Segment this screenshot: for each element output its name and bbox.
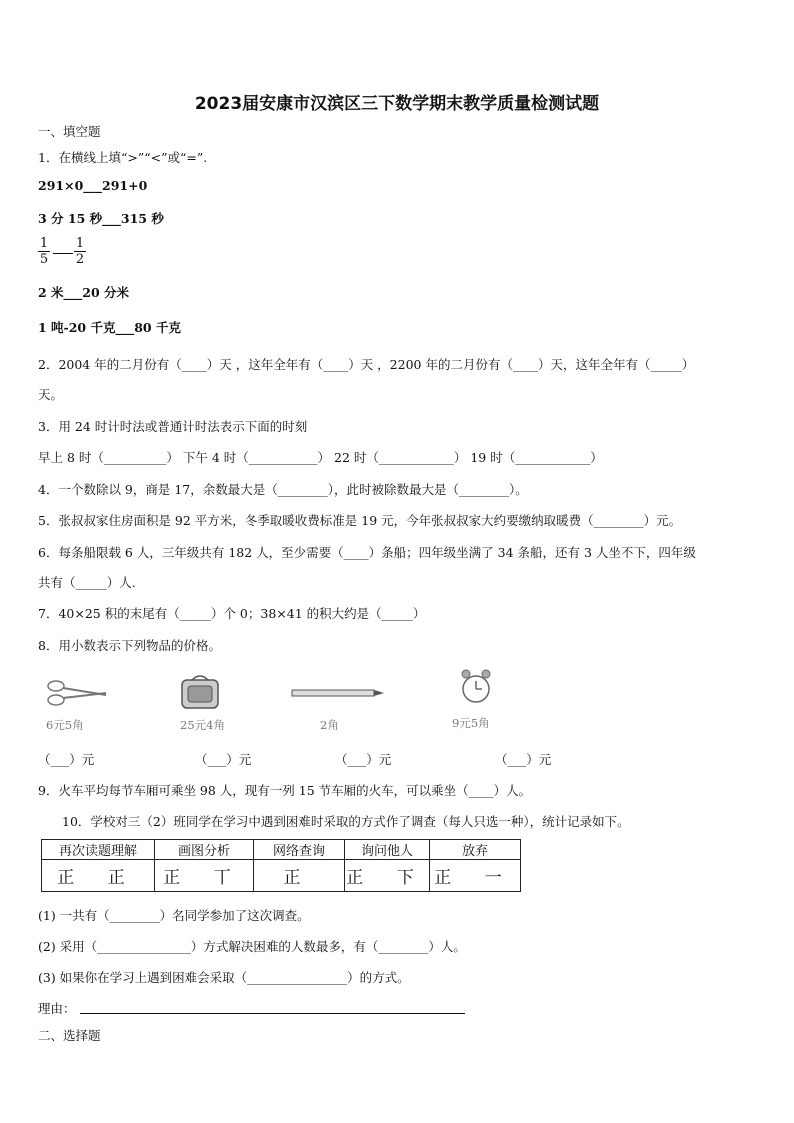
table-header: 画图分析 <box>155 840 254 860</box>
table-header: 询问他人 <box>345 840 430 860</box>
denominator: 2 <box>75 252 85 267</box>
table-header: 再次读题理解 <box>42 840 155 860</box>
q10-sub-3: (3) 如果你在学习上遇到困难会采取（________________）的方式。 <box>38 970 410 985</box>
q1-item-a: 291×0___291+0 <box>38 178 148 193</box>
question-8: 8．用小数表示下列物品的价格。 <box>38 638 221 653</box>
page-title: 2023届安康市汉滨区三下数学期末教学质量检测试题 <box>194 94 600 114</box>
section-heading-fill-blank: 一、填空题 <box>38 124 101 139</box>
tally-cell: 正 正 <box>42 860 155 892</box>
question-10: 10．学校对三（2）班同学在学习中遇到困难时采取的方式作了调查（每人只选一种），统计记录如下。 <box>62 814 630 829</box>
price-label-pencil: 2角 <box>320 718 339 732</box>
tally-cell: 正 下 <box>345 860 430 892</box>
tally-cell: 正 一 <box>430 860 521 892</box>
numerator: 1 <box>75 236 85 251</box>
q1-item-d: 1 吨-20 千克___80 千克 <box>38 320 181 335</box>
answer-blank-backpack[interactable]: （___）元 <box>195 752 252 767</box>
tally-cell: 正 丅 <box>155 860 254 892</box>
question-5: 5．张叔叔家住房面积是 92 平方米，冬季取暖收费标准是 19 元，今年张叔叔家大约要缴纳取暖费（________）元。 <box>38 513 682 528</box>
question-3-times: 早上 8 时（__________） 下午 4 时（___________） 22 时（____________） 19 时（____________） <box>38 450 603 465</box>
alarm-clock-icon <box>459 668 493 706</box>
price-label-clock: 9元5角 <box>452 716 490 730</box>
q10-sub-1: (1) 一共有（________）名同学参加了这次调查。 <box>38 908 310 923</box>
scissors-icon <box>46 678 110 708</box>
question-4: 4．一个数除以 9，商是 17，余数最大是（________），此时被除数最大是（________）。 <box>38 482 528 497</box>
question-7: 7．40×25 积的末尾有（_____）个 0；38×41 的积大约是（_____） <box>38 606 426 621</box>
question-2: 2．2004 年的二月份有（____）天 ，这年全年有（____）天 ，2200 年的二月份有（____）天，这年全年有（_____） <box>38 357 695 372</box>
question-6: 6．每条船限载 6 人，三年级共有 182 人，至少需要（____）条船；四年级坐满了 34 条船，还有 3 人坐不下，四年级 <box>38 545 696 560</box>
reason-label: 理由： <box>38 1001 76 1016</box>
section-heading-choice: 二、选择题 <box>38 1028 101 1043</box>
pencil-icon <box>290 688 386 698</box>
q10-sub-2: (2) 采用（_______________）方式解决困难的人数最多，有（________）人。 <box>38 939 466 954</box>
question-3: 3．用 24 时计时法或普通计时法表示下面的时刻 <box>38 419 308 434</box>
answer-blank-pencil[interactable]: （___）元 <box>335 752 392 767</box>
table-header: 放弃 <box>430 840 521 860</box>
survey-tally-table <box>41 839 521 892</box>
price-label-backpack: 25元4角 <box>180 718 225 732</box>
answer-blank-scissors[interactable]: （___）元 <box>38 752 95 767</box>
fraction-one-fifth <box>38 236 50 267</box>
table-header: 网络查询 <box>254 840 345 860</box>
answer-blank-clock[interactable]: （___）元 <box>495 752 552 767</box>
fraction-one-half <box>74 236 86 267</box>
q1-item-b: 3 分 15 秒___315 秒 <box>38 211 164 226</box>
reason-answer-line[interactable] <box>80 1013 465 1014</box>
numerator: 1 <box>39 236 49 251</box>
backpack-icon <box>178 674 222 710</box>
question-6-cont: 共有（_____）人. <box>38 575 136 590</box>
compare-blank[interactable] <box>53 253 73 254</box>
denominator: 5 <box>39 252 49 267</box>
question-1: 1．在横线上填“>”“<”或“=”. <box>38 150 208 165</box>
q1-item-c: 2 米___20 分米 <box>38 285 130 300</box>
price-label-scissors: 6元5角 <box>46 718 84 732</box>
tally-cell: 正 <box>254 860 345 892</box>
question-9: 9．火车平均每节车厢可乘坐 98 人，现有一列 15 节车厢的火车，可以乘坐（____）人。 <box>38 783 532 798</box>
question-2-cont: 天。 <box>38 387 64 402</box>
